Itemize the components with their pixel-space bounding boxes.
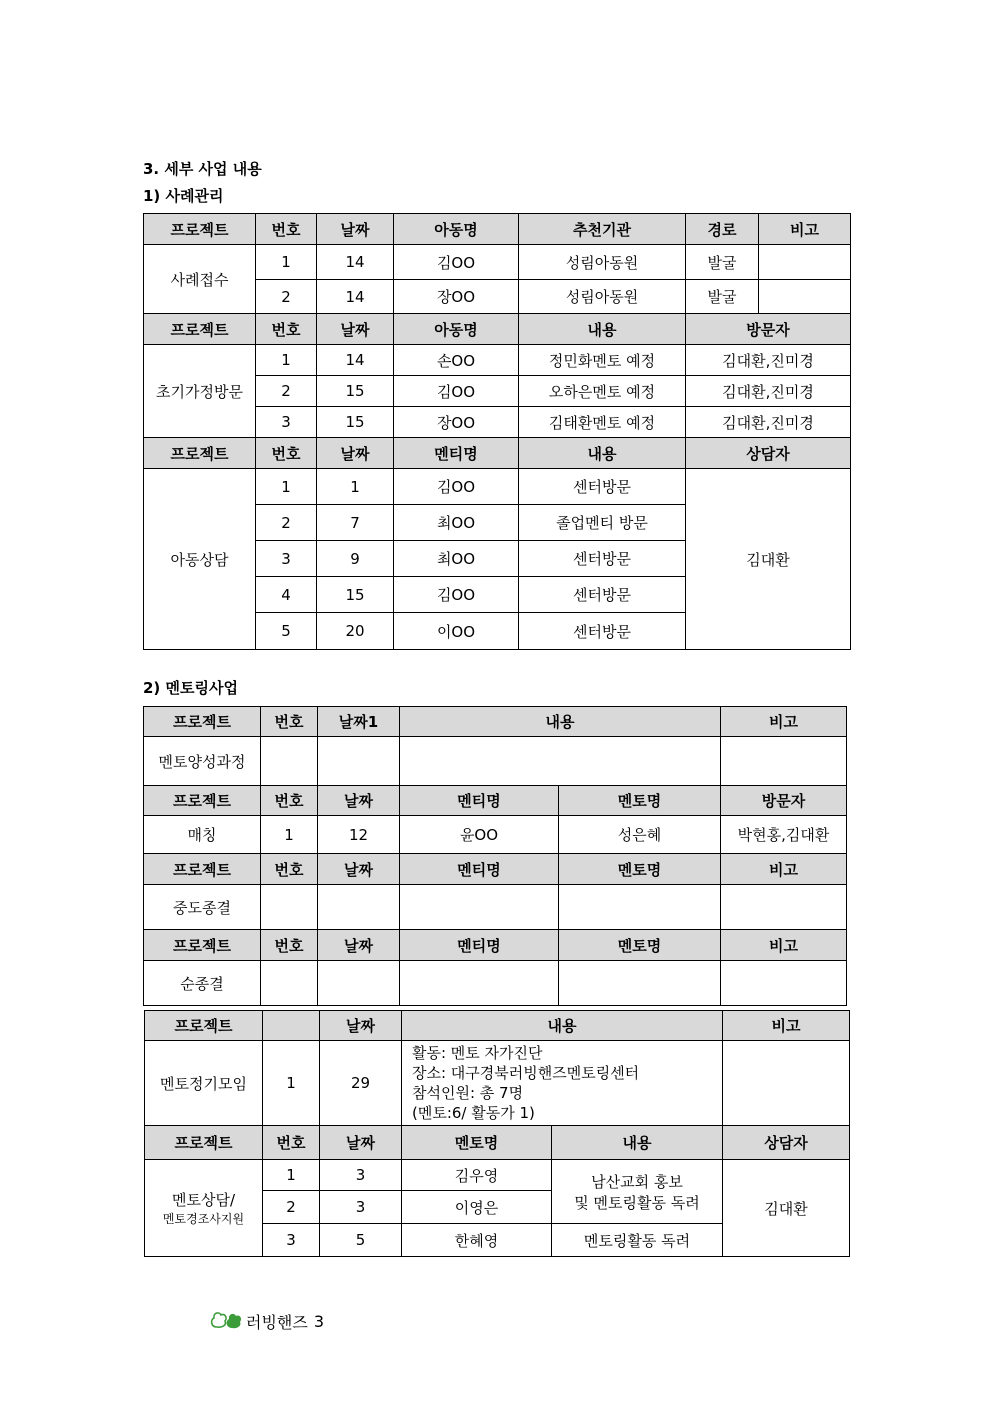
col-mentee: 멘티명 bbox=[400, 786, 559, 816]
col-content: 내용 bbox=[519, 314, 686, 345]
col-note: 비고 bbox=[721, 930, 847, 961]
mentoring-table bbox=[143, 706, 847, 1006]
col-project: 프로젝트 bbox=[145, 1011, 263, 1041]
project-cell: 사례접수 bbox=[144, 245, 256, 314]
project-cell: 멘토정기모임 bbox=[145, 1041, 263, 1126]
cell-date: 15 bbox=[317, 376, 394, 407]
cell-date: 14 bbox=[317, 280, 394, 314]
col-mentor: 멘토명 bbox=[559, 930, 721, 961]
content-line: 장소: 대구경북러빙핸즈멘토링센터 bbox=[412, 1064, 640, 1082]
col-project: 프로젝트 bbox=[144, 707, 261, 737]
content-line: 참석인원: 총 7명 bbox=[412, 1084, 524, 1102]
cell-org: 성림아동원 bbox=[519, 245, 686, 280]
cell-content: 센터방문 bbox=[519, 613, 686, 650]
cell-content: 센터방문 bbox=[519, 541, 686, 577]
cell-content bbox=[402, 1041, 723, 1126]
cell-date: 12 bbox=[318, 816, 400, 854]
col-date: 날짜1 bbox=[318, 707, 400, 737]
content-line: (멘토:6/ 활동가 1) bbox=[412, 1104, 535, 1122]
table-row bbox=[145, 1041, 850, 1126]
mentor-meeting-table bbox=[144, 1010, 850, 1257]
loving-hands-logo-icon bbox=[208, 1308, 246, 1334]
cell-date: 20 bbox=[317, 613, 394, 650]
table-row bbox=[144, 816, 847, 854]
cell-no: 1 bbox=[256, 245, 317, 280]
col-no: 번호 bbox=[263, 1126, 320, 1160]
col-project: 프로젝트 bbox=[144, 786, 261, 816]
col-route: 경로 bbox=[686, 214, 759, 245]
project-cell bbox=[145, 1160, 263, 1257]
cell-visitor: 김대환,진미경 bbox=[686, 376, 851, 407]
cell-content: 정민화멘토 예정 bbox=[519, 345, 686, 376]
col-mentee: 멘티명 bbox=[394, 438, 519, 469]
cell-mentee: 최OO bbox=[394, 505, 519, 541]
content-line: 및 멘토링활동 독려 bbox=[574, 1193, 700, 1212]
col-content: 내용 bbox=[402, 1011, 723, 1041]
cell-no bbox=[261, 961, 318, 1006]
col-project: 프로젝트 bbox=[144, 214, 256, 245]
col-mentor: 멘토명 bbox=[559, 786, 721, 816]
col-counselor: 상담자 bbox=[686, 438, 851, 469]
cell-date bbox=[318, 737, 400, 786]
cell-mentor bbox=[559, 961, 721, 1006]
col-mentee: 멘티명 bbox=[400, 854, 559, 885]
cell-mentee: 김OO bbox=[394, 577, 519, 613]
cell-child: 장OO bbox=[394, 407, 519, 438]
cell-no: 1 bbox=[263, 1041, 320, 1126]
col-note: 비고 bbox=[759, 214, 851, 245]
cell-date: 7 bbox=[317, 505, 394, 541]
cell-mentee bbox=[400, 961, 559, 1006]
cell-note bbox=[759, 280, 851, 314]
col-project: 프로젝트 bbox=[144, 314, 256, 345]
cell-no bbox=[261, 737, 318, 786]
cell-date: 3 bbox=[320, 1160, 402, 1191]
col-date: 날짜 bbox=[317, 314, 394, 345]
cell-content: 졸업멘티 방문 bbox=[519, 505, 686, 541]
cell-date: 14 bbox=[317, 245, 394, 280]
project-cell: 순종결 bbox=[144, 961, 261, 1006]
cell-date: 29 bbox=[320, 1041, 402, 1126]
col-project: 프로젝트 bbox=[144, 438, 256, 469]
cell-date bbox=[318, 885, 400, 930]
section-title: 3. 세부 사업 내용 bbox=[143, 160, 262, 178]
col-no: 번호 bbox=[256, 438, 317, 469]
cell-counselor: 김대환 bbox=[723, 1160, 850, 1257]
cell-content: 멘토링활동 독려 bbox=[552, 1224, 723, 1257]
col-no: 번호 bbox=[261, 707, 318, 737]
cell-no: 2 bbox=[256, 280, 317, 314]
cell-no: 2 bbox=[256, 376, 317, 407]
col-project: 프로젝트 bbox=[145, 1126, 263, 1160]
col-project: 프로젝트 bbox=[144, 930, 261, 961]
cell-content: 센터방문 bbox=[519, 469, 686, 505]
col-mentor: 멘토명 bbox=[559, 854, 721, 885]
cell-child: 손OO bbox=[394, 345, 519, 376]
cell-no: 4 bbox=[256, 577, 317, 613]
cell-date: 3 bbox=[320, 1191, 402, 1224]
cell-child: 김OO bbox=[394, 376, 519, 407]
page-footer bbox=[208, 1308, 324, 1334]
cell-content: 김태환멘토 예정 bbox=[519, 407, 686, 438]
col-no: 번호 bbox=[261, 786, 318, 816]
cell-no: 3 bbox=[256, 541, 317, 577]
cell-note bbox=[721, 885, 847, 930]
col-no: 번호 bbox=[261, 854, 318, 885]
cell-content bbox=[552, 1160, 723, 1224]
table-row bbox=[144, 961, 847, 1006]
cell-mentor: 이영은 bbox=[402, 1191, 552, 1224]
cell-no: 2 bbox=[263, 1191, 320, 1224]
subsection-title-mentoring: 2) 멘토링사업 bbox=[143, 679, 238, 697]
cell-date bbox=[318, 961, 400, 1006]
cell-no bbox=[261, 885, 318, 930]
project-cell: 초기가정방문 bbox=[144, 345, 256, 438]
col-date: 날짜 bbox=[318, 786, 400, 816]
cell-no: 3 bbox=[263, 1224, 320, 1257]
cell-content: 오하은멘토 예정 bbox=[519, 376, 686, 407]
col-content: 내용 bbox=[552, 1126, 723, 1160]
page-number: 3 bbox=[313, 1311, 325, 1331]
cell-no: 1 bbox=[263, 1160, 320, 1191]
cell-counselor: 김대환 bbox=[686, 469, 851, 650]
cell-note bbox=[721, 961, 847, 1006]
project-cell: 매칭 bbox=[144, 816, 261, 854]
col-date: 날짜 bbox=[318, 930, 400, 961]
cell-mentor: 한혜영 bbox=[402, 1224, 552, 1257]
content-line: 남산교회 홍보 bbox=[591, 1172, 683, 1191]
col-no: 번호 bbox=[256, 214, 317, 245]
cell-no: 1 bbox=[256, 345, 317, 376]
cell-no: 1 bbox=[261, 816, 318, 854]
col-note: 비고 bbox=[723, 1011, 850, 1041]
cell-org: 성림아동원 bbox=[519, 280, 686, 314]
col-no: 번호 bbox=[256, 314, 317, 345]
col-child: 아동명 bbox=[394, 314, 519, 345]
cell-mentee: 이OO bbox=[394, 613, 519, 650]
table-row bbox=[144, 245, 851, 280]
col-note: 비고 bbox=[721, 854, 847, 885]
table-row bbox=[144, 885, 847, 930]
cell-date: 14 bbox=[317, 345, 394, 376]
col-mentee: 멘티명 bbox=[400, 930, 559, 961]
col-content: 내용 bbox=[519, 438, 686, 469]
project-cell: 아동상담 bbox=[144, 469, 256, 650]
cell-date: 9 bbox=[317, 541, 394, 577]
col-date: 날짜 bbox=[317, 214, 394, 245]
footer-brand: 러빙핸즈 bbox=[246, 1312, 308, 1332]
cell-note bbox=[759, 245, 851, 280]
cell-mentee bbox=[400, 885, 559, 930]
cell-visitor: 김대환,진미경 bbox=[686, 345, 851, 376]
cell-mentor bbox=[559, 885, 721, 930]
col-child: 아동명 bbox=[394, 214, 519, 245]
project-cell: 중도종결 bbox=[144, 885, 261, 930]
cell-no: 1 bbox=[256, 469, 317, 505]
table-row bbox=[144, 345, 851, 376]
content-line: 활동: 멘토 자가진단 bbox=[412, 1044, 543, 1062]
cell-mentor: 김우영 bbox=[402, 1160, 552, 1191]
subsection-title-case-management: 1) 사례관리 bbox=[143, 187, 224, 205]
cell-no: 3 bbox=[256, 407, 317, 438]
col-note: 비고 bbox=[721, 707, 847, 737]
col-visitor: 방문자 bbox=[721, 786, 847, 816]
cell-mentee: 김OO bbox=[394, 469, 519, 505]
cell-child: 김OO bbox=[394, 245, 519, 280]
cell-route: 발굴 bbox=[686, 280, 759, 314]
col-project: 프로젝트 bbox=[144, 854, 261, 885]
col-date: 날짜 bbox=[320, 1126, 402, 1160]
cell-mentee: 윤OO bbox=[400, 816, 559, 854]
project-cell: 멘토양성과정 bbox=[144, 737, 261, 786]
cell-no: 2 bbox=[256, 505, 317, 541]
col-date: 날짜 bbox=[318, 854, 400, 885]
cell-no: 5 bbox=[256, 613, 317, 650]
cell-visitor: 박현홍,김대환 bbox=[721, 816, 847, 854]
col-no: 번호 bbox=[261, 930, 318, 961]
cell-note bbox=[721, 737, 847, 786]
cell-mentee: 최OO bbox=[394, 541, 519, 577]
cell-child: 장OO bbox=[394, 280, 519, 314]
col-mentor: 멘토명 bbox=[402, 1126, 552, 1160]
cell-date: 15 bbox=[317, 577, 394, 613]
cell-note bbox=[723, 1041, 850, 1126]
cell-visitor: 김대환,진미경 bbox=[686, 407, 851, 438]
col-date: 날짜 bbox=[317, 438, 394, 469]
col-counselor: 상담자 bbox=[723, 1126, 850, 1160]
cell-date: 1 bbox=[317, 469, 394, 505]
col-visitor: 방문자 bbox=[686, 314, 851, 345]
col-no bbox=[263, 1011, 320, 1041]
cell-date: 5 bbox=[320, 1224, 402, 1257]
table-row bbox=[144, 469, 851, 505]
cell-date: 15 bbox=[317, 407, 394, 438]
col-date: 날짜 bbox=[320, 1011, 402, 1041]
table-row bbox=[145, 1160, 850, 1191]
table-row bbox=[144, 737, 847, 786]
cell-content bbox=[400, 737, 721, 786]
project-line: 멘토상담/ bbox=[171, 1191, 235, 1209]
col-content: 내용 bbox=[400, 707, 721, 737]
col-org: 추천기관 bbox=[519, 214, 686, 245]
cell-route: 발굴 bbox=[686, 245, 759, 280]
project-line: 멘토경조사지원 bbox=[162, 1212, 245, 1226]
cell-mentor: 성은혜 bbox=[559, 816, 721, 854]
case-management-table bbox=[143, 213, 851, 650]
cell-content: 센터방문 bbox=[519, 577, 686, 613]
